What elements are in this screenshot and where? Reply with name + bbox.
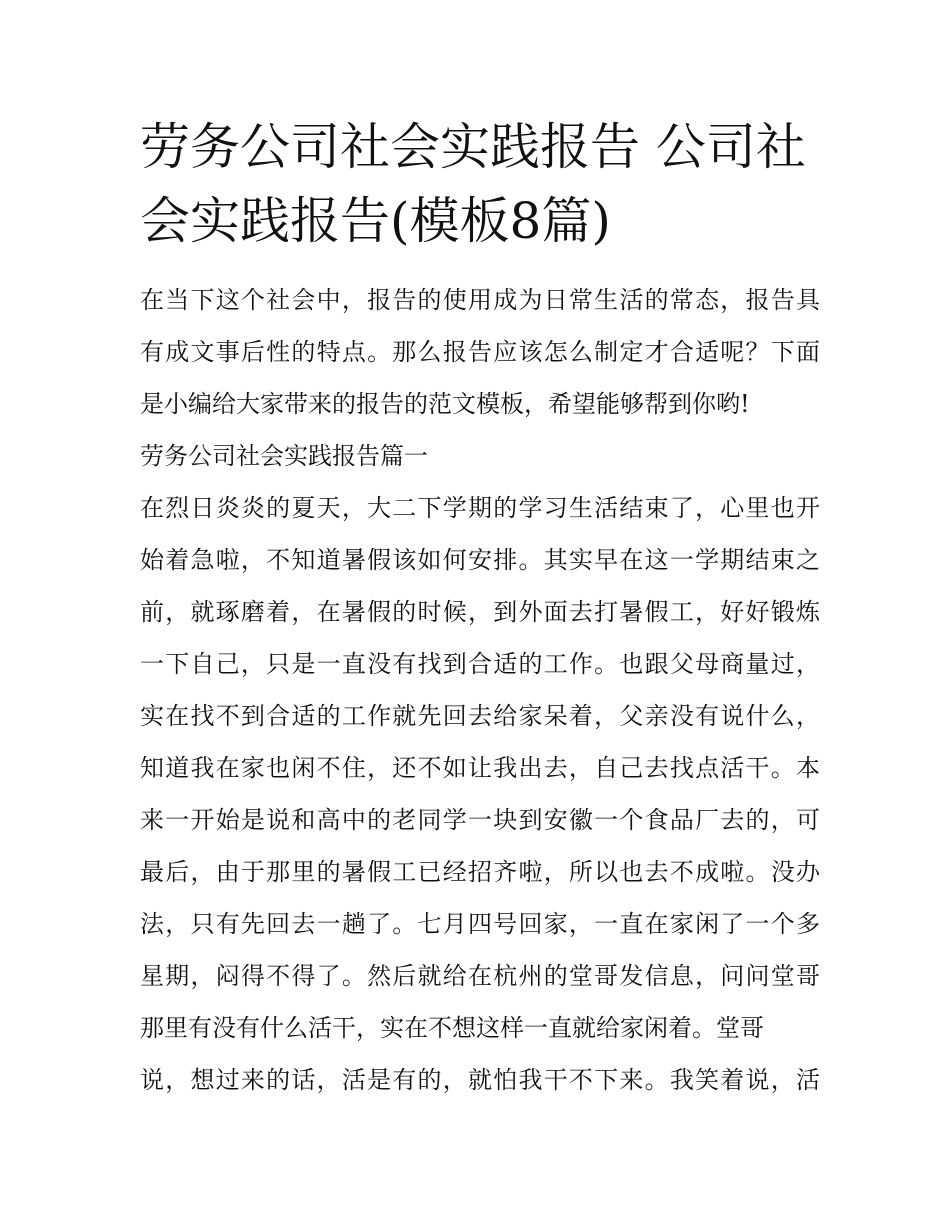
title-line-1: 劳务公司社会实践报告 公司社 — [140, 118, 806, 176]
body-line-3: 前，就琢磨着，在暑假的时候，到外面去打暑假工，好好锻炼 — [140, 598, 820, 626]
intro-line-2: 有成文事后性的特点。那么报告应该怎么制定才合适呢？下面 — [140, 338, 820, 366]
document-title — [140, 110, 820, 258]
body-line-11: 那里有没有什么活干，实在不想这样一直就给家闲着。堂哥 — [140, 1014, 764, 1042]
body-line-9: 法，只有先回去一趟了。七月四号回家，一直在家闲了一个多 — [140, 910, 820, 938]
body-line-8: 最后，由于那里的暑假工已经招齐啦，所以也去不成啦。没办 — [140, 858, 820, 886]
section-heading: 劳务公司社会实践报告篇一 — [140, 442, 428, 470]
intro-line-1: 在当下这个社会中，报告的使用成为日常生活的常态，报告具 — [140, 286, 820, 314]
body-line-7: 来一开始是说和高中的老同学一块到安徽一个食品厂去的，可 — [140, 806, 820, 834]
title-line-2-text: 会实践报告(模板8篇) — [140, 192, 611, 250]
document-body — [140, 274, 820, 1106]
body-line-1: 在烈日炎炎的夏天，大二下学期的学习生活结束了，心里也开 — [140, 494, 820, 522]
body-line-4: 一下自己，只是一直没有找到合适的工作。也跟父母商量过， — [140, 650, 820, 678]
title-line-2 — [140, 184, 820, 258]
intro-line-3: 是小编给大家带来的报告的范文模板，希望能够帮到你哟! — [140, 390, 750, 418]
body-line-2: 始着急啦，不知道暑假该如何安排。其实早在这一学期结束之 — [140, 546, 820, 574]
body-line-5: 实在找不到合适的工作就先回去给家呆着，父亲没有说什么， — [140, 702, 820, 730]
body-line-10: 星期，闷得不得了。然后就给在杭州的堂哥发信息，问问堂哥 — [140, 962, 820, 990]
body-line-12: 说，想过来的话，活是有的，就怕我干不下来。我笑着说，活 — [140, 1066, 820, 1094]
body-line-6: 知道我在家也闲不住，还不如让我出去，自己去找点活干。本 — [140, 754, 820, 782]
